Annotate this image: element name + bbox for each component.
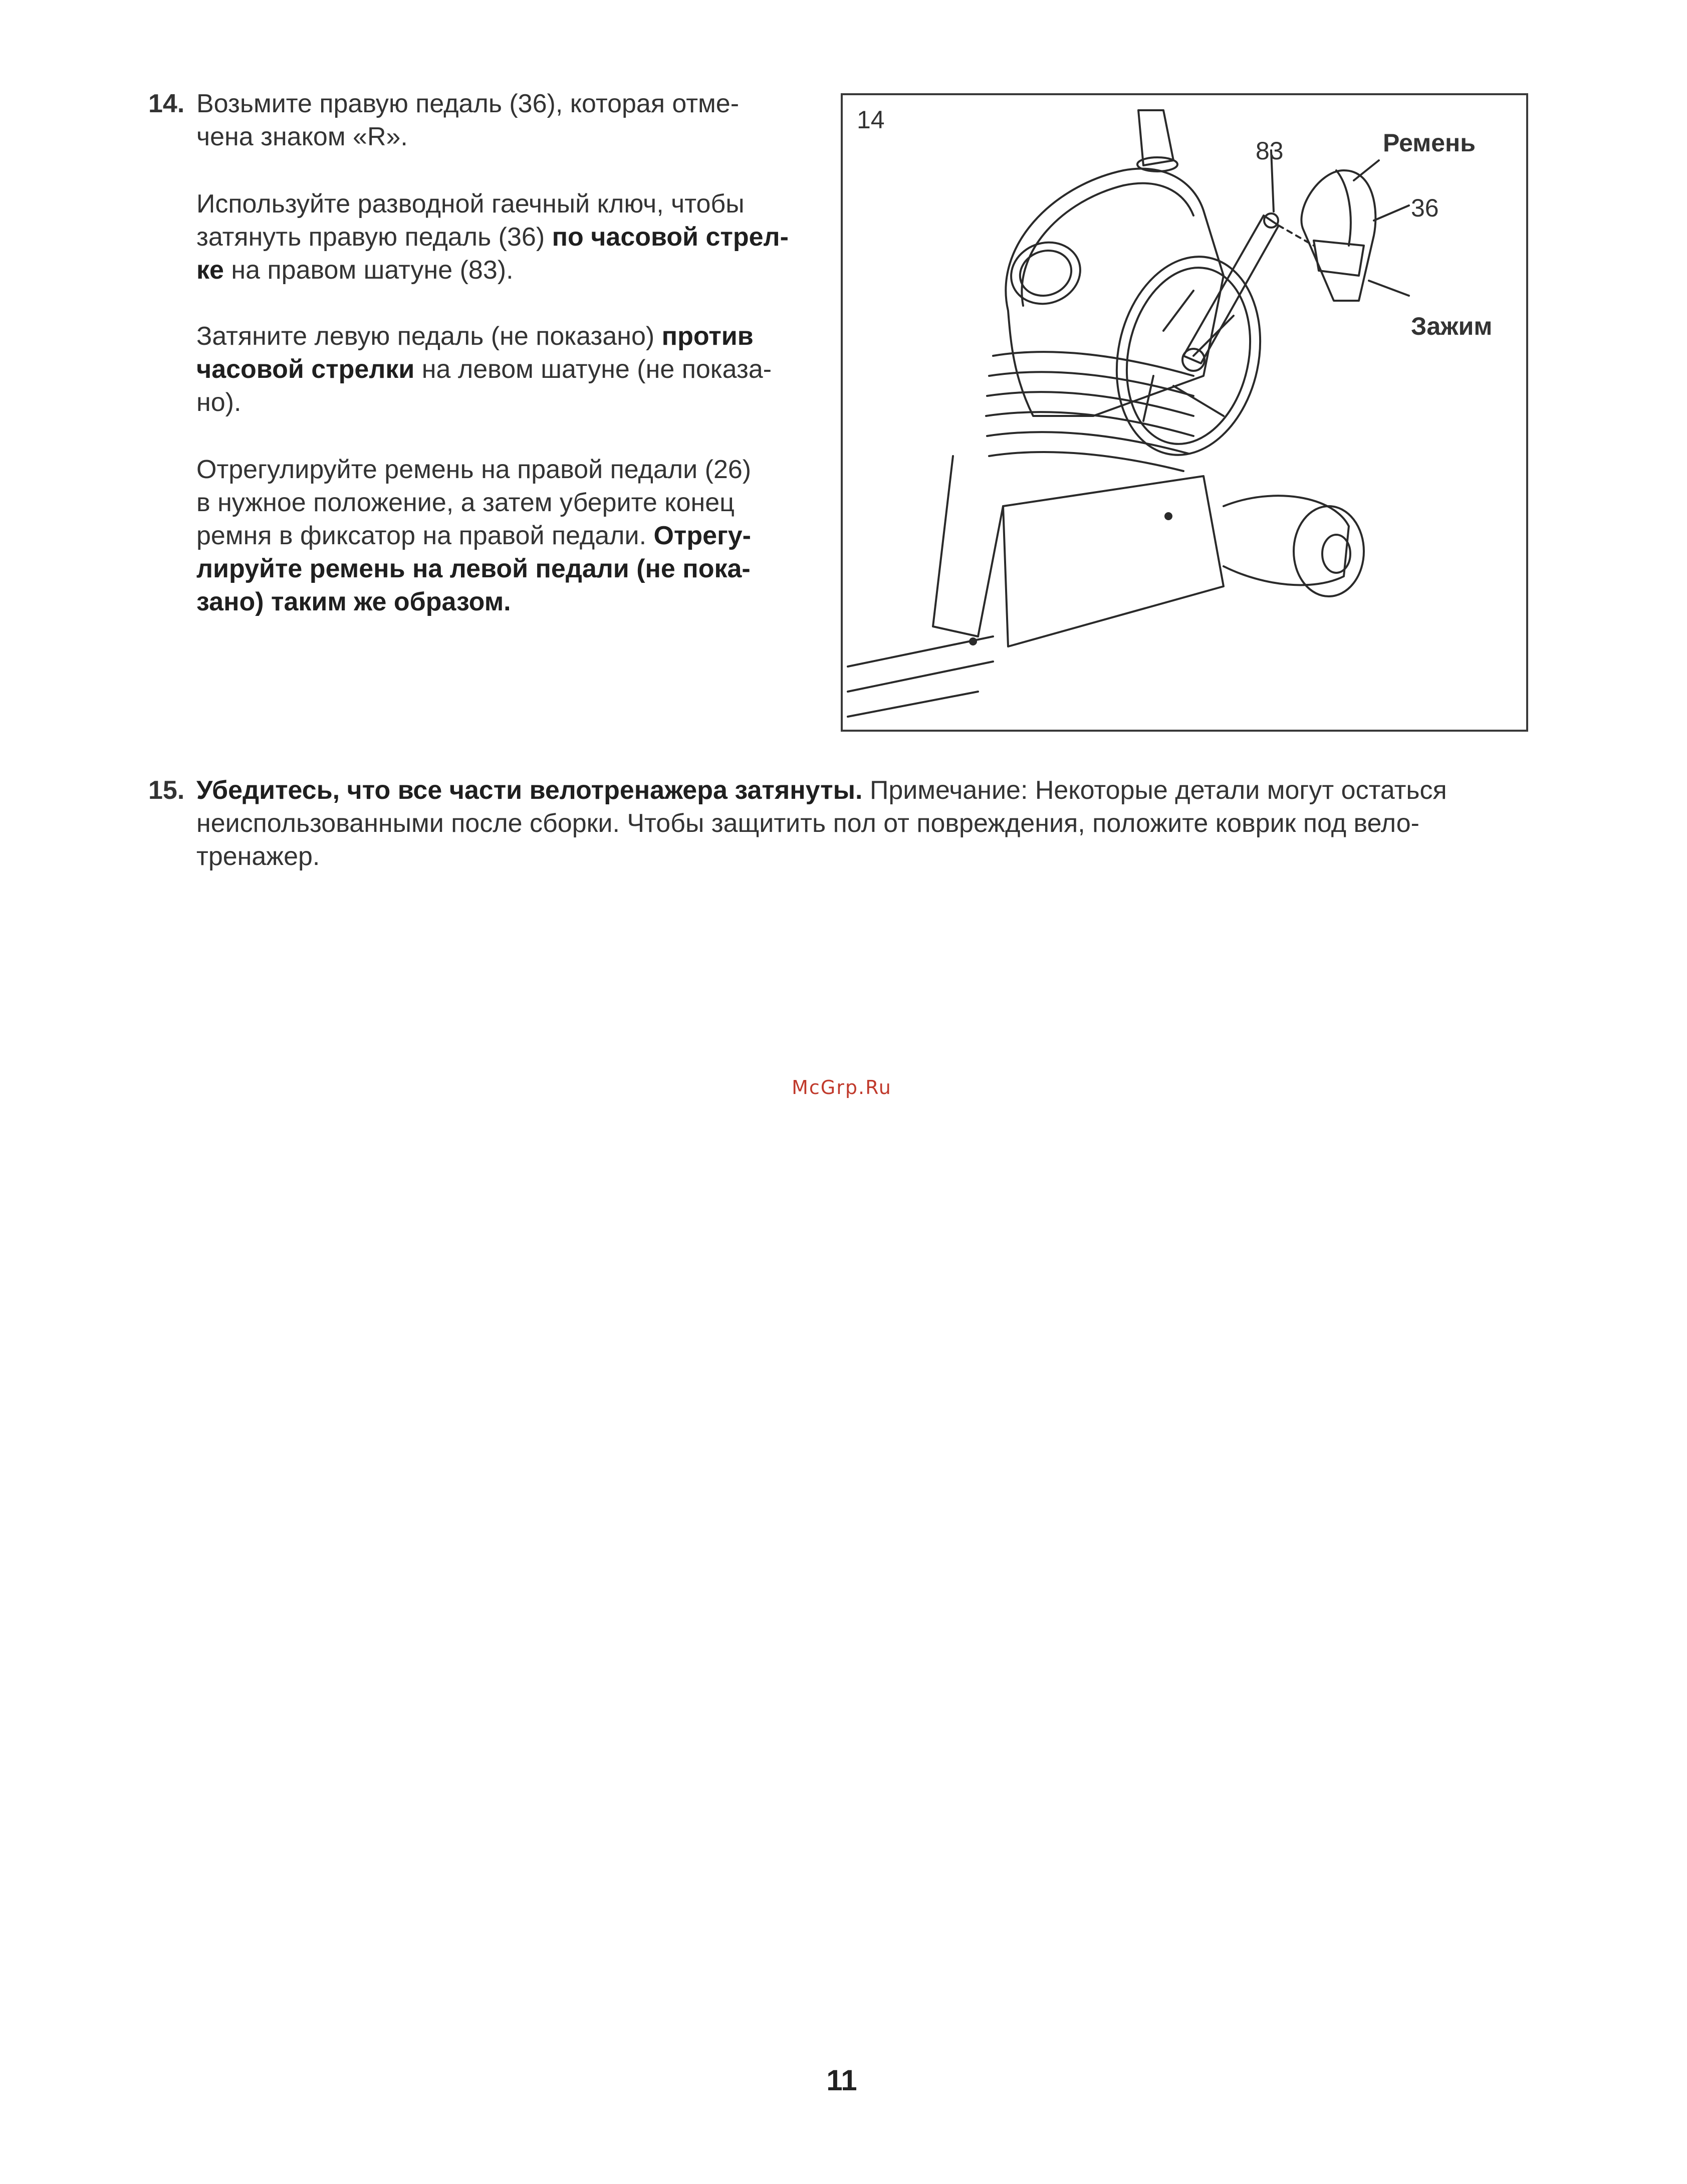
text-run: Затяните левую педаль (не показано) [196, 322, 662, 351]
text-line [196, 774, 1447, 807]
pedal-36 [1301, 170, 1375, 301]
callout-83: 83 [1256, 137, 1284, 165]
leader-line-36 [1374, 205, 1409, 221]
text-run-bold: по часовой стрел- [552, 223, 789, 252]
text-line: но). [196, 388, 242, 417]
text-run-bold: часовой стрелки [196, 355, 415, 384]
text-run-bold: ке [196, 256, 224, 285]
text-line [196, 552, 751, 585]
frame-front-leg [933, 456, 1003, 636]
page-number: 11 [826, 2064, 857, 2097]
text-run: Примечание: Некоторые детали могут остаться [862, 776, 1447, 805]
text-line: Отрегулируйте ремень на правой педали (26) [196, 455, 752, 484]
callout-strap: Ремень [1383, 129, 1476, 157]
text-line [196, 254, 789, 287]
text-run: ремня в фиксатор на правой педали. [196, 521, 654, 550]
text-run-bold: зано) таким же образом. [196, 587, 511, 616]
step-15-number: 15. [148, 776, 185, 805]
front-stabilizer-lines [848, 636, 993, 717]
text-run: на левом шатуне (не показа- [414, 355, 772, 384]
text-line [196, 320, 772, 353]
text-line: чена знаком «R». [196, 122, 408, 151]
leader-line-strap [1354, 160, 1379, 180]
crank-arm-83 [1183, 215, 1279, 363]
pedal-axle-line [1279, 226, 1314, 246]
frame-bolt [1165, 513, 1171, 519]
text-run: на правом шатуне (83). [223, 256, 514, 285]
text-run: затянуть правую педаль (36) [196, 223, 552, 252]
callout-clamp: Зажим [1411, 312, 1493, 340]
text-line: в нужное положение, а затем уберите конец [196, 488, 735, 517]
text-line: неиспользованными после сборки. Чтобы защитить пол от повреждения, положите коврик под вело- [196, 809, 1419, 838]
body-contour [1022, 183, 1193, 306]
text-run-bold: Отрегу- [653, 521, 751, 550]
exercise-bike-illustration [843, 95, 1526, 730]
text-run-bold: против [661, 322, 754, 351]
text-line: тренажер. [196, 842, 320, 871]
text-line [196, 353, 772, 386]
text-line [196, 519, 751, 552]
frame-bolt [970, 638, 976, 644]
flywheel-cover-inner [1111, 256, 1266, 456]
pedal-strap [1336, 170, 1351, 246]
step-14-number: 14. [148, 89, 185, 118]
figure-number: 14 [857, 106, 885, 134]
step-14-paragraph-1 [196, 87, 739, 153]
callout-36: 36 [1411, 194, 1439, 222]
leader-line-clamp [1369, 281, 1409, 296]
text-line [196, 221, 789, 254]
frame-lower-body [1003, 476, 1224, 646]
step-14-paragraph-3 [196, 320, 772, 419]
console-oval [1003, 233, 1089, 314]
pedal-tread [1314, 241, 1364, 276]
text-run-bold: лируйте ремень на левой педали (не пока- [196, 554, 751, 583]
assembly-figure-14 [841, 93, 1528, 732]
step-14-paragraph-2 [196, 187, 789, 287]
text-line: Используйте разводной гаечный ключ, чтобы [196, 189, 745, 219]
text-line [196, 585, 751, 618]
body-rib [989, 452, 1183, 471]
watermark-text: McGrp.Ru [792, 1076, 892, 1099]
flywheel-spokes [1143, 291, 1234, 421]
text-run-bold: Убедитесь, что все части велотренажера затянуты. [196, 776, 863, 805]
step-14-paragraph-4 [196, 453, 751, 618]
step-15-paragraph [196, 774, 1447, 873]
text-line: Возьмите правую педаль (36), которая отме- [196, 89, 740, 118]
